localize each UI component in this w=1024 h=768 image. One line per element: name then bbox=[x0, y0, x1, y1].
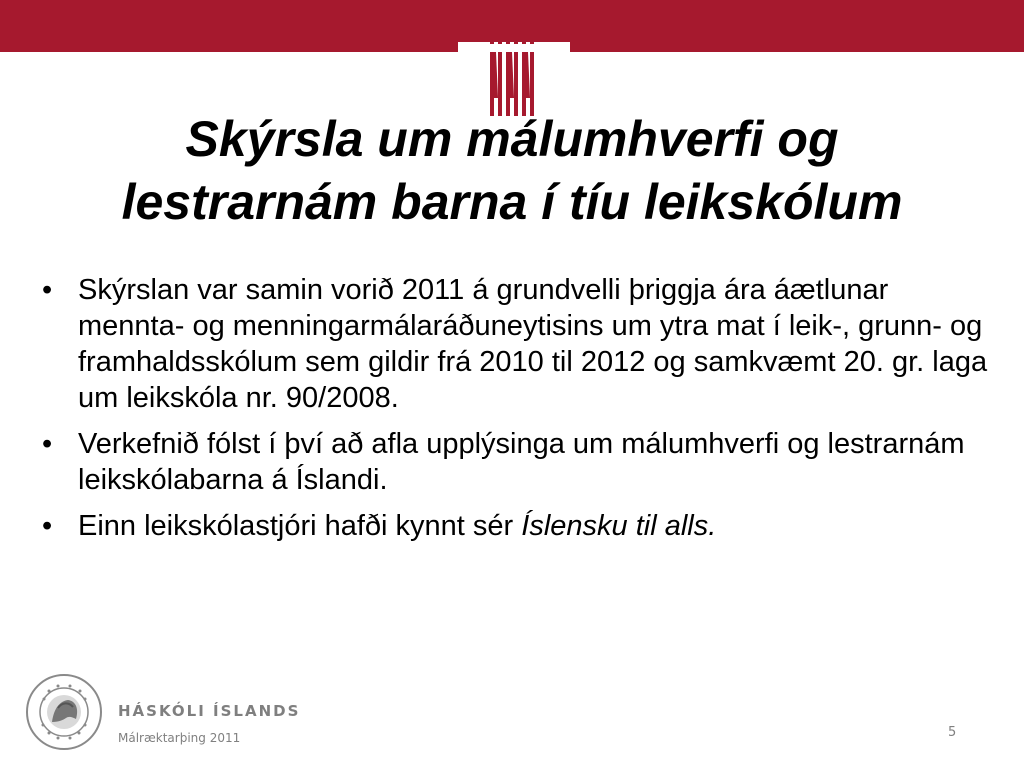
book-title-italic: Íslensku til alls. bbox=[521, 510, 717, 542]
hi-pillars-mark-icon bbox=[458, 28, 570, 116]
bullet-dot-icon: • bbox=[42, 510, 53, 542]
bullet-dot-icon: • bbox=[42, 428, 53, 460]
university-name: HÁSKÓLI ÍSLANDS bbox=[118, 702, 301, 720]
bullet-item bbox=[28, 426, 990, 498]
bullet-text: Einn leikskólastjóri hafði kynnt sér bbox=[78, 510, 522, 542]
bullet-list bbox=[28, 272, 990, 554]
bullet-text: Verkefnið fólst í því að afla upplýsinga um málumhverfi og lestrarnám leikskólabarna á Íslandi. bbox=[78, 428, 965, 496]
slide-title-line-2: lestrarnám barna í tíu leikskólum bbox=[121, 174, 903, 230]
bullet-item bbox=[28, 272, 990, 416]
slide-title-line-1: Skýrsla um málumhverfi og bbox=[185, 111, 839, 167]
bullet-text: Skýrslan var samin vorið 2011 á grundvelli þriggja ára áætlunar mennta- og menningarmálaráðuneytisins um ytra mat í leik-, grunn- og framhaldsskólum sem gildir frá 2010 til 2012 og samkvæmt 20. gr. laga um leikskóla nr. 90/2008. bbox=[78, 274, 988, 414]
hi-seal-icon bbox=[24, 672, 104, 752]
bullet-item bbox=[28, 508, 990, 544]
bullet-dot-icon: • bbox=[42, 274, 53, 306]
page-number: 5 bbox=[948, 725, 957, 740]
slide-title bbox=[40, 108, 984, 234]
event-name: Málræktarþing 2011 bbox=[118, 731, 241, 745]
